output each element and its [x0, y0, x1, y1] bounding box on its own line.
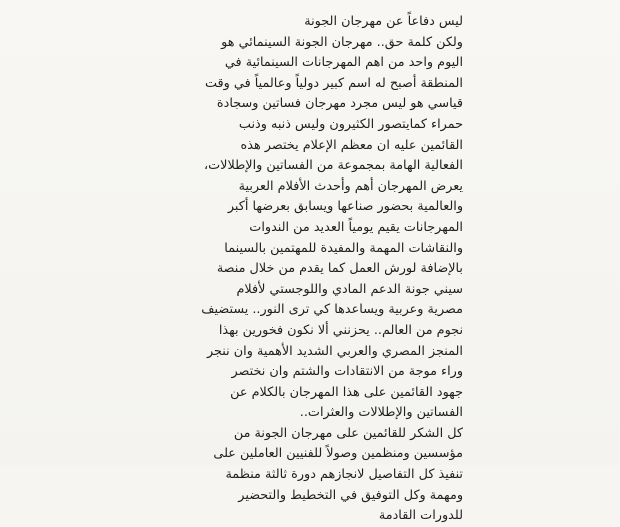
note-line: المنجز المصري والعربي الشديد الأهمية وان ننجر: [206, 343, 463, 359]
note-line: الفعالية الهامة بمجموعة من الفساتين والإطلالات،: [204, 158, 463, 174]
note-line: المهرجانات يقيم يومياً العديد من الندوات: [249, 219, 463, 235]
note-line: كل الشكر للقائمين على مهرجان الجونة من: [233, 425, 463, 441]
note-line: تنفيذ كل التفاصيل لانجازهم دورة ثالثة منظمة: [225, 467, 463, 483]
note-line: سيني جونة الدعم المادي واللوجستي لأفلام: [236, 281, 463, 297]
note-line: حمراء كمايتصور الكثيرون وليس ذنبه وذنب: [238, 116, 463, 132]
note-line: يعرض المهرجان أهم وأحدث الأفلام العربية: [238, 178, 463, 194]
note-line: نجوم من العالم.. يحزنني ألا نكون فخورين بهذا: [218, 322, 463, 338]
note-line: ليس دفاعاً عن مهرجان الجونة: [304, 14, 463, 29]
note-line: للدورات القادمة: [378, 508, 463, 524]
note-line: والعالمية بحضور صناعها ويسابق بعرضها أكبر: [227, 199, 463, 215]
note-line: قياسي هو ليس مجرد مهرجان فساتين وسجادة: [216, 96, 463, 112]
note-line: الفساتين والإطلالات والعثرات..: [299, 405, 463, 421]
note-line: ولكن كلمة حق.. مهرجان الجونة السينمائي هو: [221, 34, 463, 50]
note-line: ومهمة وكل التوفيق في التخطيط والتحضير: [238, 487, 463, 503]
note-line: جهود القائمين على هذا المهرجان بالكلام عن: [230, 384, 463, 400]
note-line: اليوم واحد من اهم المهرجانات السينمائية في: [224, 55, 463, 71]
note-line: والنقاشات المهمة والمفيدة للمهتمين بالسينما: [224, 240, 463, 256]
note-line: بالإضافة لورش العمل كما يقدم من خلال منصة: [216, 261, 463, 277]
note-line: مصرية وعربية ويساعدها كي ترى النور.. يستضيف: [201, 302, 463, 318]
note-line: وراء موجة من الانتقادات والشتم وان نختصر: [231, 364, 463, 380]
note-text-block: [198, 12, 463, 527]
note-line: المنطقة أصبح له اسم كبير دولياً وعالمياً في وقت: [204, 75, 463, 91]
note-line: مؤسسين ومنظمين وصولاً للفنيين العاملين على: [213, 446, 463, 462]
note-line: القائمين عليه ان معظم الإعلام يختصر هذه: [240, 137, 463, 153]
